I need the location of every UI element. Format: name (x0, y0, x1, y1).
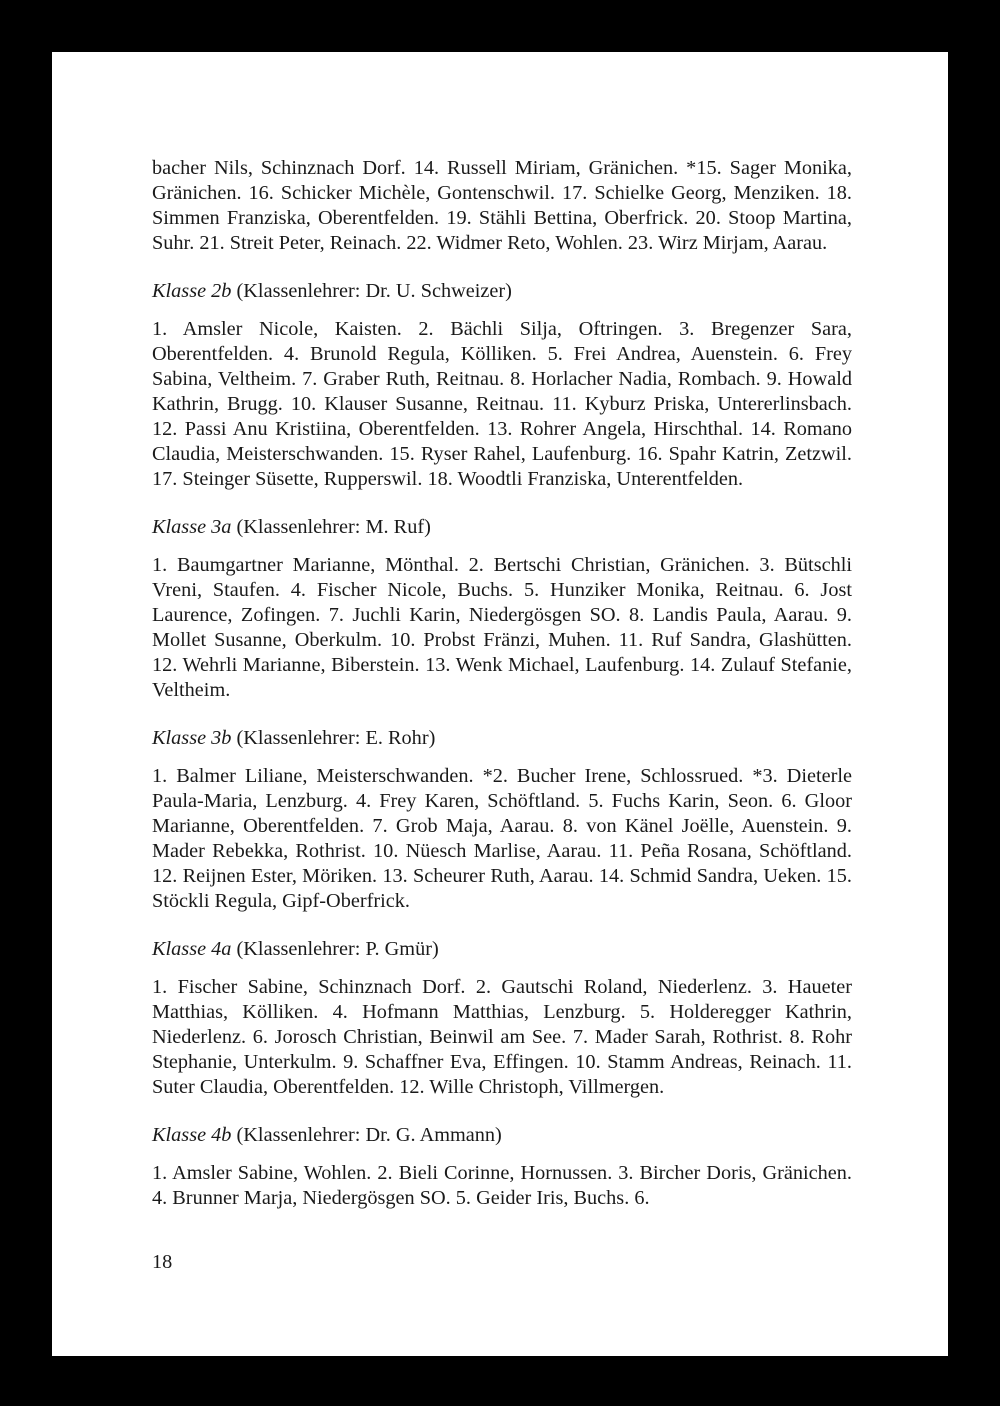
teacher-label: (Klassenlehrer: P. Gmür) (236, 938, 439, 960)
class-label: Klasse 4a (152, 938, 232, 960)
teacher-label: (Klassenlehrer: Dr. U. Schweizer) (236, 280, 512, 302)
section-heading-4b (152, 1123, 852, 1148)
teacher-label: (Klassenlehrer: E. Rohr) (236, 727, 436, 749)
class-label: Klasse 2b (152, 280, 232, 302)
page-content (152, 156, 852, 1211)
class-label: Klasse 4b (152, 1124, 232, 1146)
page (52, 52, 948, 1356)
intro-paragraph: bacher Nils, Schinznach Dorf. 14. Russell Miriam, Gränichen. *15. Sager Monika, Gränichen. 16. Schicker Michèle, Gontenschwil. 17. Schielke Georg, Menziken. 18. Simmen Franziska, Oberentfelden. 19. Stähli Bettina, Oberfrick. 20. Stoop Martina, Suhr. 21. Streit Peter, Reinach. 22. Widmer Reto, Wohlen. 23. Wirz Mirjam, Aarau. (152, 157, 852, 254)
student-list-4a: 1. Fischer Sabine, Schinznach Dorf. 2. Gautschi Roland, Niederlenz. 3. Haueter Matthias, Kölliken. 4. Hofmann Matthias, Lenzburg. 5. Holderegger Kathrin, Niederlenz. 6. Jorosch Christian, Beinwil am See. 7. Mader Sarah, Rothrist. 8. Rohr Stephanie, Unterkulm. 9. Schaffner Eva, Effingen. 10. Stamm Andreas, Reinach. 11. Suter Claudia, Oberentfelden. 12. Wille Christoph, Villmergen. (152, 976, 852, 1098)
section-heading-4a (152, 937, 852, 962)
student-list-3a: 1. Baumgartner Marianne, Mönthal. 2. Bertschi Christian, Gränichen. 3. Bütschli Vreni, Staufen. 4. Fischer Nicole, Buchs. 5. Hunziker Monika, Reitnau. 6. Jost Laurence, Zofingen. 7. Juchli Karin, Niedergösgen SO. 8. Landis Paula, Aarau. 9. Mollet Susanne, Oberkulm. 10. Probst Fränzi, Muhen. 11. Ruf Sandra, Glashütten. 12. Wehrli Marianne, Biberstein. 13. Wenk Michael, Laufenburg. 14. Zulauf Stefanie, Veltheim. (152, 554, 852, 701)
student-list-4b: 1. Amsler Sabine, Wohlen. 2. Bieli Corinne, Hornussen. 3. Bircher Doris, Gränichen. 4. Brunner Marja, Niedergösgen SO. 5. Geider Iris, Buchs. 6. (152, 1162, 852, 1209)
student-list-2b: 1. Amsler Nicole, Kaisten. 2. Bächli Silja, Oftringen. 3. Bregenzer Sara, Oberentfelden. 4. Brunold Regula, Kölliken. 5. Frei Andrea, Auenstein. 6. Frey Sabina, Veltheim. 7. Graber Ruth, Reitnau. 8. Horlacher Nadia, Rombach. 9. Howald Kathrin, Brugg. 10. Klauser Susanne, Reitnau. 11. Kyburz Priska, Untererlinsbach. 12. Passi Anu Kristiina, Oberentfelden. 13. Rohrer Angela, Hirschthal. 14. Romano Claudia, Meisterschwanden. 15. Ryser Rahel, Laufenburg. 16. Spahr Katrin, Zetzwil. 17. Steinger Süsette, Rupperswil. 18. Woodtli Franziska, Unterentfelden. (152, 318, 852, 490)
class-label: Klasse 3a (152, 516, 232, 538)
student-list-3b: 1. Balmer Liliane, Meisterschwanden. *2. Bucher Irene, Schlossrued. *3. Dieterle Paula-Maria, Lenzburg. 4. Frey Karen, Schöftland. 5. Fuchs Karin, Seon. 6. Gloor Marianne, Oberentfelden. 7. Grob Maja, Aarau. 8. von Känel Joëlle, Auenstein. 9. Mader Rebekka, Rothrist. 10. Nüesch Marlise, Aarau. 11. Peña Rosana, Schöftland. 12. Reijnen Ester, Möriken. 13. Scheurer Ruth, Aarau. 14. Schmid Sandra, Ueken. 15. Stöckli Regula, Gipf-Oberfrick. (152, 765, 852, 912)
page-number: 18 (152, 1251, 173, 1273)
section-heading-3a (152, 515, 852, 540)
teacher-label: (Klassenlehrer: Dr. G. Ammann) (236, 1124, 502, 1146)
section-heading-3b (152, 726, 852, 751)
section-heading-2b (152, 279, 852, 304)
class-label: Klasse 3b (152, 727, 232, 749)
teacher-label: (Klassenlehrer: M. Ruf) (236, 516, 431, 538)
